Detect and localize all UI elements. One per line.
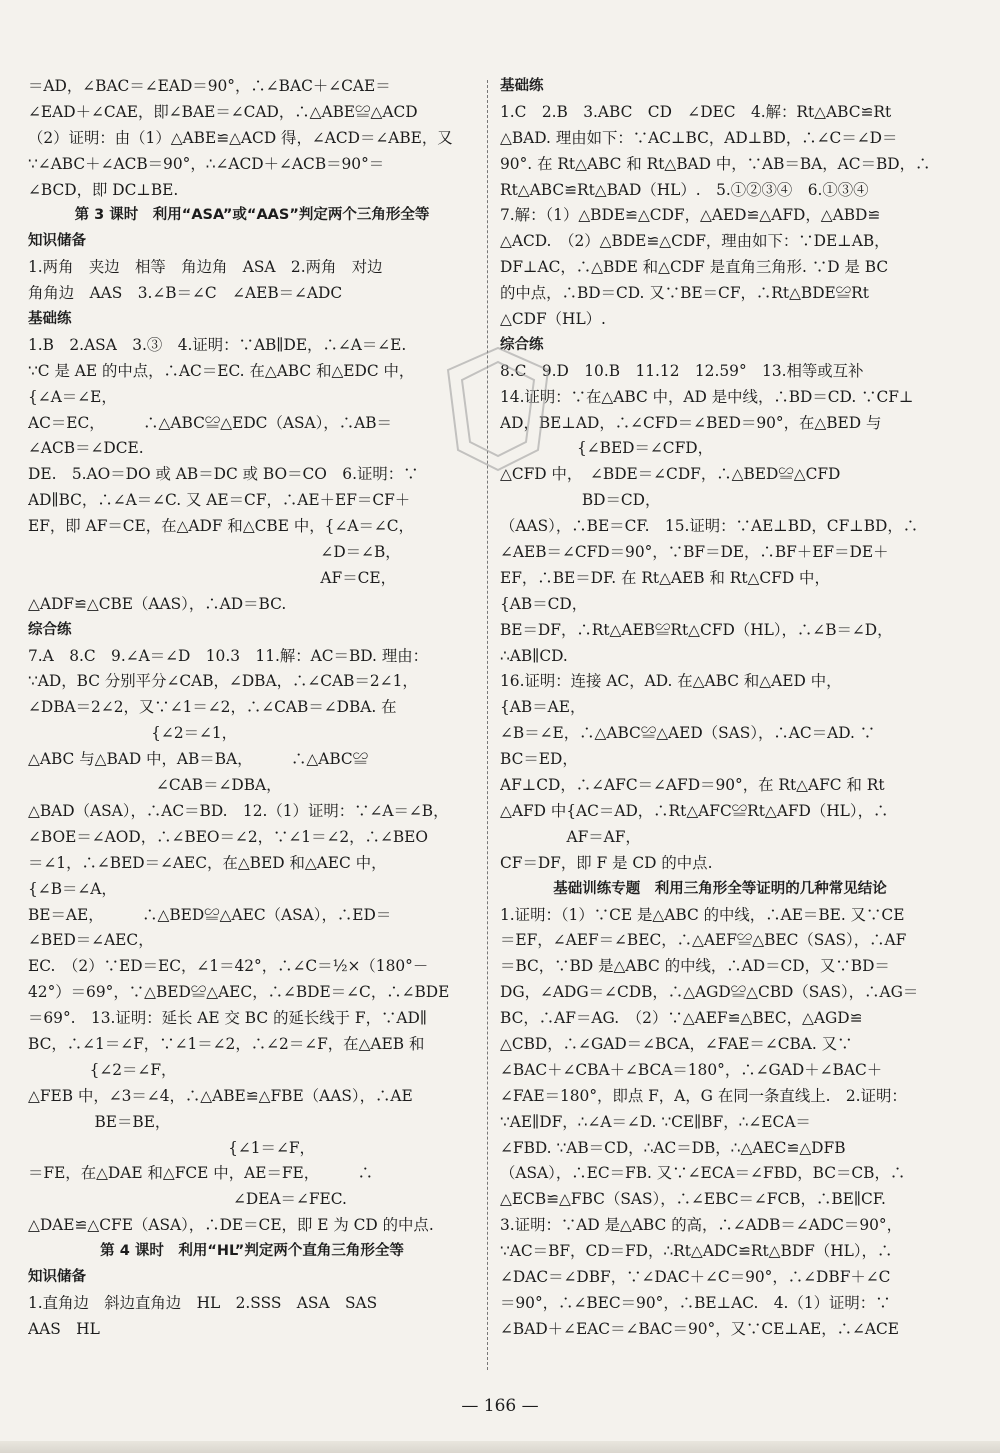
text-line: AF＝AF， [500, 827, 641, 846]
text-line: ∵C 是 AE 的中点，∴AC＝EC. 在△ABC 和△EDC 中， [28, 361, 415, 380]
text-line: 1.C 2.B 3.ABC CD ∠DEC 4.解：Rt△ABC≌Rt [500, 102, 892, 121]
text-line: {∠1＝∠F， [28, 1138, 315, 1157]
text-line: ∠ACB＝∠DCE. [28, 439, 144, 458]
text-line: AF＝CE， [28, 568, 397, 587]
text-line: 42°）＝69°，∵△BED≌△AEC，∴∠BDE＝∠C，∴∠BDE [28, 983, 450, 1002]
text-line: △FEB 中，∠3＝∠4，∴△ABE≌△FBE（AAS），∴AE [28, 1086, 413, 1105]
text-line: 7.A 8.C 9.∠A＝∠D 10.3 11.解：AC＝BD. 理由： [28, 646, 429, 665]
text-line: AAS HL [28, 1319, 100, 1338]
text-line: 14.证明：∵在△ABC 中，AD 是中线，∴BD＝CD. ∵CF⊥ [500, 387, 914, 406]
text-line: ∵∠ABC＋∠ACB＝90°，∴∠ACD＋∠ACB＝90°＝ [28, 154, 385, 173]
text-line: 3.证明：∵AD 是△ABC 的高，∴∠ADB＝∠ADC＝90°， [500, 1216, 902, 1235]
text-line: △AFD 中{AC＝AD，∴Rt△AFC≌Rt△AFD（HL），∴ [500, 801, 889, 820]
bottom-edge [0, 1441, 1000, 1453]
text-line: 1.两角 夹边 相等 角边角 ASA 2.两角 对边 [28, 258, 383, 277]
text-line: ∠FBD. ∵AB＝CD，∴AC＝DB，∴△AEC≌△DFB [500, 1138, 846, 1157]
text-line: ∠BAD＋∠EAC＝∠BAC＝90°，又∵CE⊥AE，∴∠ACE [500, 1319, 900, 1338]
section-heading: 综合练 [500, 336, 544, 353]
text-line: △ABC 与△BAD 中，AB＝BA， ∴△ABC≌ [28, 750, 369, 769]
text-line: 7.解：（1）△BDE≌△CDF，△AED≌△AFD，△ABD≌ [500, 206, 881, 225]
text-line: BE＝BE， [28, 1112, 171, 1131]
text-line: 1.B 2.ASA 3.③ 4.证明：∵AB∥DE，∴∠A＝∠E. [28, 335, 407, 354]
text-line: {∠B＝∠A， [28, 879, 117, 898]
text-line: 16.证明：连接 AC，AD. 在△ABC 和△AED 中， [500, 672, 842, 691]
text-line: ∵AC＝BF，CD＝FD，∴Rt△ADC≌Rt△BDF（HL），∴ [500, 1242, 893, 1261]
text-line: 1.直角边 斜边直角边 HL 2.SSS ASA SAS [28, 1293, 378, 1312]
text-line: ＝90°，∴∠BEC＝90°，∴BE⊥AC. 4.（1）证明：∵ [500, 1293, 891, 1312]
section-heading: 知识储备 [28, 1268, 86, 1285]
text-line: △ADF≌△CBE（AAS），∴AD＝BC. [28, 594, 287, 613]
text-line: {∠BED＝∠CFD， [500, 439, 713, 458]
text-line: ∠D＝∠B， [28, 543, 401, 562]
text-line: （2）证明：由（1）△ABE≌△ACD 得，∠ACD＝∠ABE，又 [28, 128, 453, 147]
text-line: （ASA），∴EC＝FB. 又∵∠ECA＝∠FBD，BC＝CB，∴ [500, 1164, 906, 1183]
left-column [28, 74, 476, 1343]
text-line: DF⊥AC，∴△BDE 和△CDF 是直角三角形. ∵D 是 BC [500, 258, 889, 277]
section-heading: 综合练 [28, 621, 72, 638]
text-line: ∵AE∥DF，∴∠A＝∠D. ∵CE∥BF，∴∠ECA＝ [500, 1112, 811, 1131]
text-line: ∠DAC＝∠DBF，∵∠DAC＋∠C＝90°，∴∠DBF＋∠C [500, 1267, 891, 1286]
text-line: ＝EF，∠AEF＝∠BEC，∴△AEF≌△BEC（SAS），∴AF [500, 931, 907, 950]
text-line: EF，∴BE＝DF. 在 Rt△AEB 和 Rt△CFD 中， [500, 568, 830, 587]
text-line: ＝FE，在△DAE 和△FCE 中，AE＝FE， ∴ [28, 1164, 373, 1183]
text-line: {∠2＝∠1， [28, 724, 238, 743]
text-line: ∴AB∥CD. [500, 646, 568, 665]
text-line: 8.C 9.D 10.B 11.12 12.59° 13.相等或互补 [500, 361, 864, 380]
text-line: ∠AEB＝∠CFD＝90°，∵BF＝DE，∴BF＋EF＝DE＋ [500, 543, 889, 562]
text-line: ＝∠1，∴∠BED＝∠AEC，在△BED 和△AEC 中， [28, 853, 387, 872]
text-line: ＝69°. 13.证明：延长 AE 交 BC 的延长线于 F，∵AD∥ [28, 1009, 427, 1028]
topic-heading: 基础训练专题 利用三角形全等证明的几种常见结论 [553, 880, 887, 897]
text-line: △CBD，∴∠GAD＝∠BCA，∠FAE＝∠CBA. 又∵ [500, 1034, 853, 1053]
text-line: ∠FAE＝180°，即点 F，A，G 在同一条直线上. 2.证明： [500, 1086, 907, 1105]
watermark-stamp-icon [428, 330, 568, 480]
text-line: △CDF（HL）. [500, 310, 606, 329]
text-line: （AAS），∴BE＝CF. 15.证明：∵AE⊥BD，CF⊥BD，∴ [500, 517, 919, 536]
text-line: BC＝ED， [500, 750, 578, 769]
lesson-heading: 第 4 课时 利用“HL”判定两个直角三角形全等 [100, 1243, 404, 1260]
text-line: ∠CAB＝∠DBA， [28, 776, 282, 795]
text-line: ∠DBA＝2∠2，又∵∠1＝∠2，∴∠CAB＝∠DBA. 在 [28, 698, 397, 717]
text-line: 90°. 在 Rt△ABC 和 Rt△BAD 中，∵AB＝BA，AC＝BD，∴ [500, 154, 931, 173]
text-line: AF⊥CD，∴∠AFC＝∠AFD＝90°，在 Rt△AFC 和 Rt [500, 776, 885, 795]
text-line: ∠B＝∠E，∴△ABC≌△AED（SAS），∴AC＝AD. ∵ [500, 724, 876, 743]
text-line: AD∥BC，∴∠A＝∠C. 又 AE＝CF，∴AE＋EF＝CF＋ [28, 491, 411, 510]
text-line: ∠BOE＝∠AOD，∴∠BEO＝∠2，∵∠1＝∠2，∴∠BEO [28, 827, 429, 846]
text-line: ∵AD，BC 分别平分∠CAB，∠DBA，∴∠CAB＝2∠1， [28, 672, 418, 691]
text-line: △CFD 中， ∠BDE＝∠CDF，∴△BED≌△CFD [500, 465, 841, 484]
lesson-heading: 第 3 课时 利用“ASA”或“AAS”判定两个三角形全等 [74, 207, 430, 224]
text-line: △BAD（ASA），∴AC＝BD. 12.（1）证明：∵∠A＝∠B， [28, 801, 449, 820]
text-line: DG，∠ADG＝∠CDB，∴△AGD≌△CBD（SAS），∴AG＝ [500, 983, 919, 1002]
text-line: △ACD. （2）△BDE≌△CDF，理由如下：∵DE⊥AB， [500, 232, 890, 251]
text-line: ∠BCD，即 DC⊥BE. [28, 180, 179, 199]
text-line: {AB＝CD， [500, 594, 588, 613]
text-line: 1.证明：（1）∵CE 是△ABC 的中线，∴AE＝BE. 又∵CE [500, 905, 905, 924]
text-line: CF＝DF，即 F 是 CD 的中点. [500, 853, 713, 872]
text-line: ＝AD，∠BAC＝∠EAD＝90°，∴∠BAC＋∠CAE＝ [28, 77, 391, 95]
text-line: BC，∴∠1＝∠F，∵∠1＝∠2，∴∠2＝∠F，在△AEB 和 [28, 1034, 425, 1053]
text-line: AD，BE⊥AD，∴∠CFD＝∠BED＝90°，在△BED 与 [500, 413, 882, 432]
text-line: BD＝CD， [500, 491, 661, 510]
text-line: {∠2＝∠F， [28, 1060, 177, 1079]
text-line: 的中点，∴BD＝CD. 又∵BE＝CF，∴Rt△BDE≌Rt [500, 284, 869, 303]
text-line: {∠A＝∠E， [28, 387, 117, 406]
text-line: 角角边 AAS 3.∠B＝∠C ∠AEB＝∠ADC [28, 284, 343, 303]
text-line: ∠EAD＋∠CAE，即∠BAE＝∠CAD，∴△ABE≌△ACD [28, 102, 418, 121]
text-line: ∠DEA＝∠FEC. [28, 1190, 347, 1209]
text-line: DE. 5.AO＝DO 或 AB＝DC 或 BO＝CO 6.证明：∵ [28, 465, 419, 484]
text-line: Rt△ABC≌Rt△BAD（HL）. 5.①②③④ 6.①③④ [500, 180, 869, 199]
text-line: ∠BAC＋∠CBA＋∠BCA＝180°，∴∠GAD＋∠BAC＋ [500, 1060, 883, 1079]
text-line: △ECB≌△FBC（SAS），∴∠EBC＝∠FCB，∴BE∥CF. [500, 1190, 886, 1209]
text-line: △BAD. 理由如下：∵AC⊥BC，AD⊥BD，∴∠C＝∠D＝ [500, 128, 898, 147]
text-line: {AB＝AE， [500, 698, 586, 717]
text-line: BC，∴AF＝AG. （2）∵△AEF≌△BEC，△AGD≌ [500, 1009, 863, 1028]
section-heading: 知识储备 [28, 233, 86, 250]
text-line: ＝BC，∵BD 是△ABC 的中线，∴AD＝CD，又∵BD＝ [500, 957, 890, 976]
text-line: BE＝AE， ∴△BED≌△AEC（ASA），∴ED＝ [28, 905, 392, 924]
section-heading: 基础练 [500, 78, 544, 94]
right-column [500, 74, 940, 1343]
text-line: △DAE≌△CFE（ASA），∴DE＝CE，即 E 为 CD 的中点. [28, 1216, 434, 1235]
text-line: AC＝EC， ∴△ABC≌△EDC（ASA），∴AB＝ [28, 413, 392, 432]
text-line: BE＝DF，∴Rt△AEB≌Rt△CFD（HL），∴∠B＝∠D， [500, 620, 893, 639]
text-line: EC. （2）∵ED＝EC，∠1＝42°，∴∠C＝½×（180°－ [28, 957, 429, 976]
text-line: ∠BED＝∠AEC， [28, 931, 154, 950]
text-line: EF，即 AF＝CE，在△ADF 和△CBE 中，{∠A＝∠C， [28, 517, 414, 536]
section-heading: 基础练 [28, 311, 72, 328]
page-number: — 166 — [461, 1396, 539, 1416]
column-divider [487, 80, 488, 1370]
